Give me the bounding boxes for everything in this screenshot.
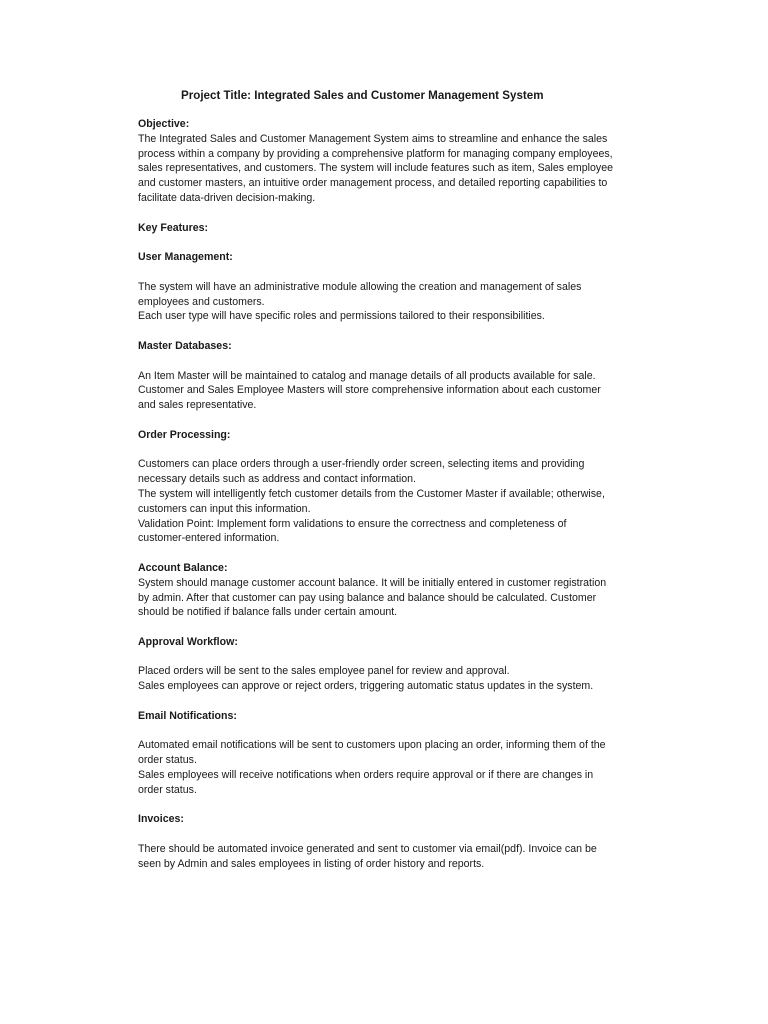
page-title: Project Title: Integrated Sales and Customer Management System xyxy=(181,89,544,102)
invoices-line: There should be automated invoice generated and sent to customer via email(pdf). Invoice can be xyxy=(138,843,597,856)
approval-workflow-section xyxy=(138,635,638,694)
account-balance-section xyxy=(138,561,638,620)
account-balance-line: should be notified if balance falls under certain amount. xyxy=(138,606,398,619)
order-processing-line: Customers can place orders through a user-friendly order screen, selecting items and providing xyxy=(138,458,585,471)
user-management-line: The system will have an administrative module allowing the creation and management of sales xyxy=(138,280,582,293)
user-management-line: Each user type will have specific roles and permissions tailored to their responsibilities. xyxy=(138,310,545,323)
user-management-line: employees and customers. xyxy=(138,295,265,308)
objective-line: The Integrated Sales and Customer Management System aims to streamline and enhance the sales xyxy=(138,132,608,145)
order-processing-heading: Order Processing: xyxy=(138,428,231,441)
invoices-heading: Invoices: xyxy=(138,813,184,826)
email-notifications-section xyxy=(138,709,638,798)
order-processing-line: The system will intelligently fetch customer details from the Customer Master if available; otherwise, xyxy=(138,487,605,500)
master-databases-heading: Master Databases: xyxy=(138,339,232,352)
document-body xyxy=(138,88,638,872)
master-databases-line: Customer and Sales Employee Masters will store comprehensive information about each customer xyxy=(138,384,601,397)
email-notifications-heading: Email Notifications: xyxy=(138,709,237,722)
user-management-heading: User Management: xyxy=(138,251,233,264)
email-notifications-line: order status. xyxy=(138,783,197,796)
user-management-section xyxy=(138,250,638,324)
account-balance-line: by admin. After that customer can pay using balance and balance should be calculated. Customer xyxy=(138,591,597,604)
order-processing-line: Validation Point: Implement form validations to ensure the correctness and completeness of xyxy=(138,517,567,530)
objective-section xyxy=(138,117,638,206)
objective-line: and customer masters, an intuitive order management process, and detailed reporting capabilities to xyxy=(138,177,608,190)
invoices-line: seen by Admin and sales employees in listing of order history and reports. xyxy=(138,857,485,870)
order-processing-line: customer-entered information. xyxy=(138,532,280,545)
invoices-section xyxy=(138,812,638,871)
objective-line: facilitate data-driven decision-making. xyxy=(138,191,316,204)
objective-heading: Objective: xyxy=(138,118,190,130)
account-balance-line: System should manage customer account balance. It will be initially entered in customer registration xyxy=(138,576,607,589)
key-features-heading: Key Features: xyxy=(138,221,209,234)
order-processing-line: customers can input this information. xyxy=(138,502,311,515)
master-databases-line: An Item Master will be maintained to catalog and manage details of all products available for sale. xyxy=(138,369,596,382)
email-notifications-line: Sales employees will receive notifications when orders require approval or if there are changes in xyxy=(138,769,594,782)
objective-line: sales representatives, and customers. The system will include features such as item, Sales employee xyxy=(138,162,613,175)
account-balance-heading: Account Balance: xyxy=(138,561,228,574)
email-notifications-line: Automated email notifications will be sent to customers upon placing an order, informing them of the xyxy=(138,739,606,752)
approval-workflow-line: Placed orders will be sent to the sales employee panel for review and approval. xyxy=(138,665,510,678)
objective-line: process within a company by providing a comprehensive platform for managing company employees, xyxy=(138,147,613,160)
approval-workflow-line: Sales employees can approve or reject orders, triggering automatic status updates in the system. xyxy=(138,680,594,693)
order-processing-line: necessary details such as address and contact information. xyxy=(138,473,416,486)
approval-workflow-heading: Approval Workflow: xyxy=(138,635,238,648)
master-databases-section xyxy=(138,339,638,413)
order-processing-section xyxy=(138,428,638,546)
master-databases-line: and sales representative. xyxy=(138,399,257,412)
email-notifications-line: order status. xyxy=(138,754,197,767)
